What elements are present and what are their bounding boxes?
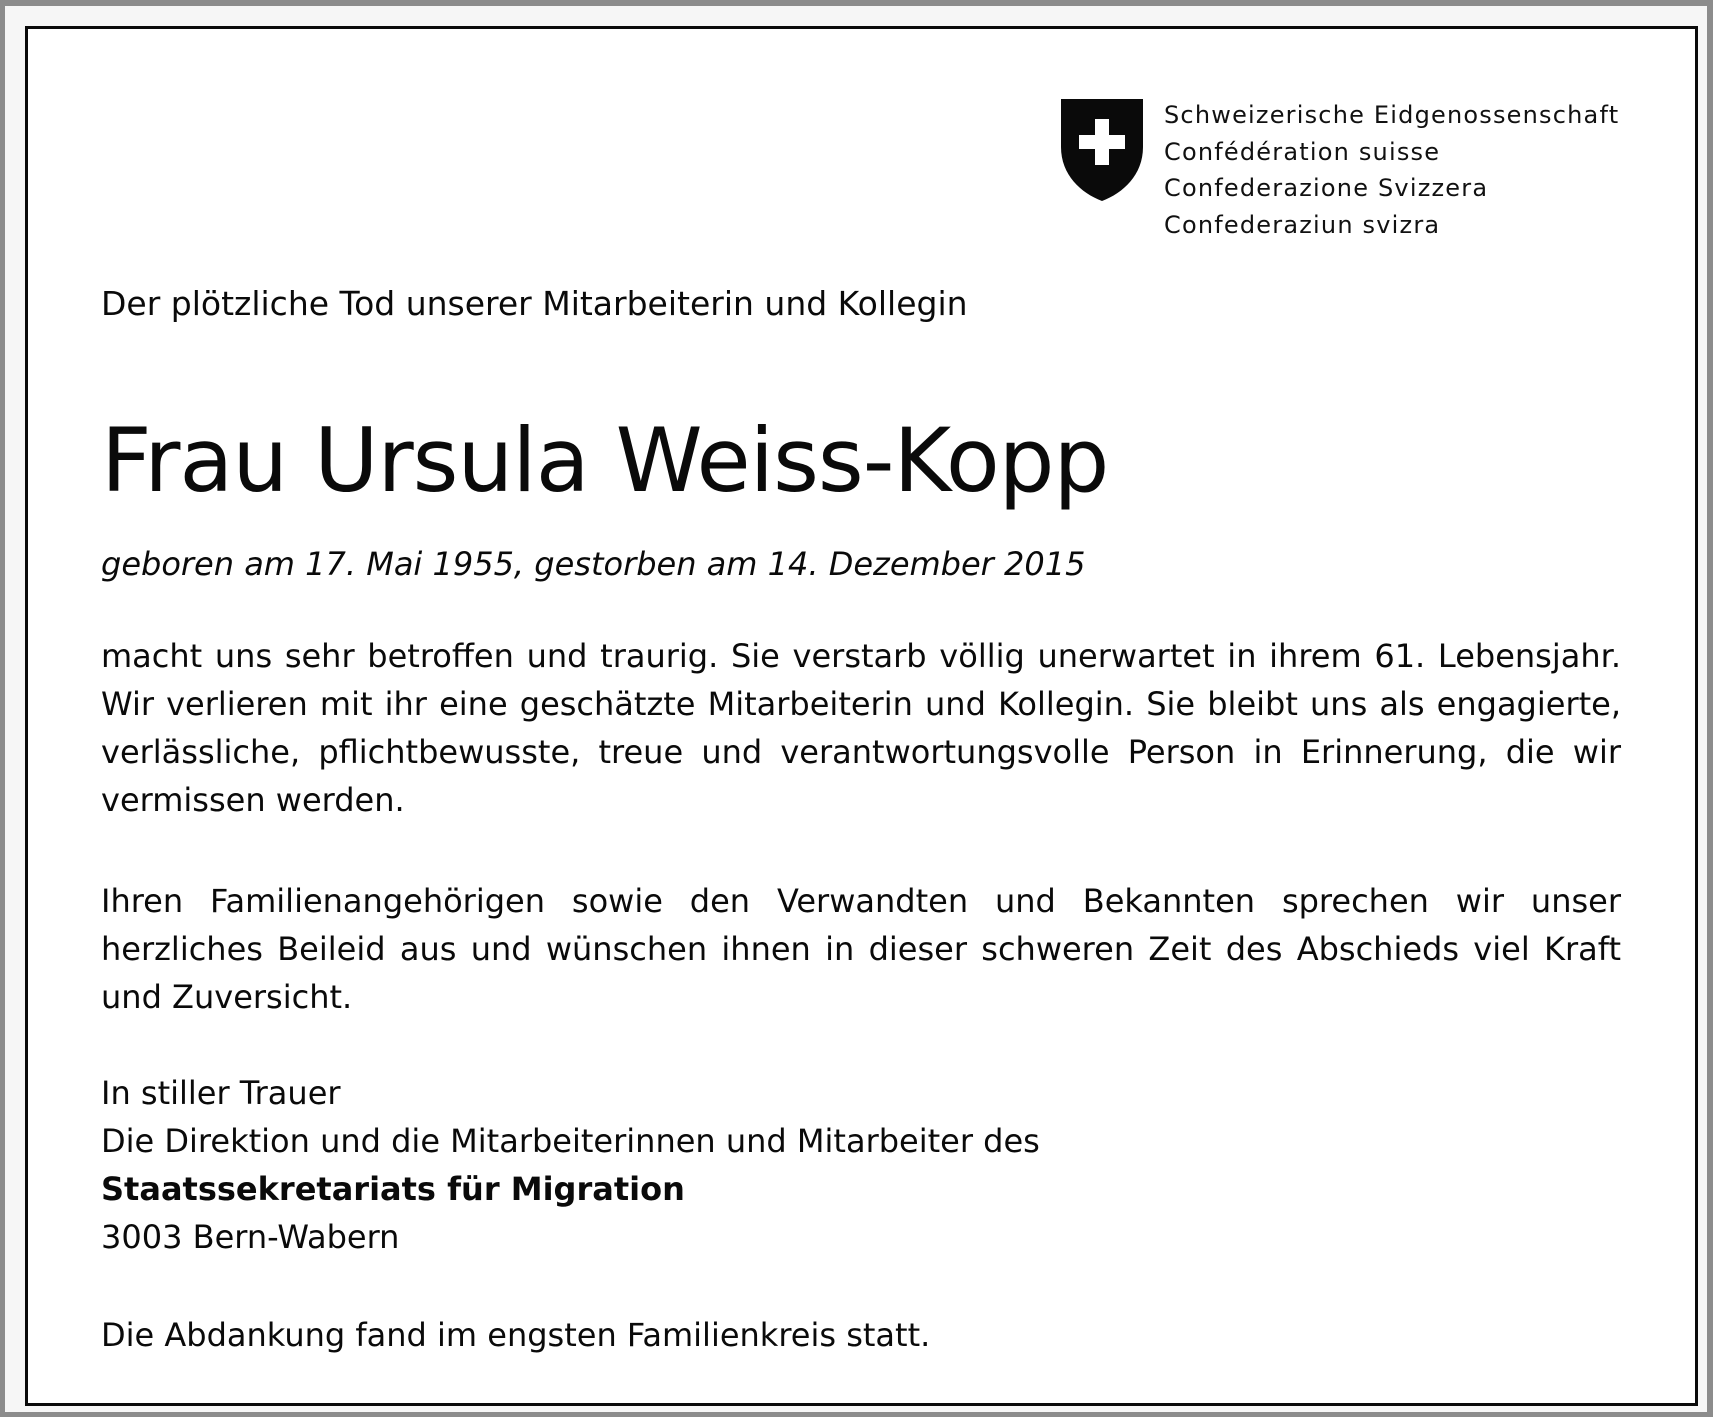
paragraph-condolence-2: Ihren Familienangehörigen sowie den Verwandten und Bekannten sprechen wir unser herzliches Beileid aus und wünschen ihnen in dieser schweren Zeit des Abschieds viel Kraft und Zuversicht. [101, 882, 1621, 1016]
signature-address: 3003 Bern-Wabern [101, 1218, 400, 1256]
org-line-italian: Confederazione Svizzera [1164, 174, 1489, 202]
life-dates: geboren am 17. Mai 1955, gestorben am 14. Dezember 2015 [101, 545, 1086, 583]
obituary-notice [25, 26, 1698, 1406]
page-frame [5, 6, 1707, 1412]
closing-note: Die Abdankung fand im engsten Familienkreis statt. [101, 1316, 931, 1354]
intro-line: Der plötzliche Tod unserer Mitarbeiterin und Kollegin [101, 284, 968, 323]
swiss-coat-of-arms-icon [1057, 95, 1147, 205]
signature-line-2: Die Direktion und die Mitarbeiterinnen und Mitarbeiter des [101, 1122, 1040, 1160]
confederation-name-block [1164, 97, 1619, 243]
signature-organization: Staatssekretariats für Migration [101, 1170, 685, 1208]
signature-line-1: In stiller Trauer [101, 1074, 341, 1112]
org-line-german: Schweizerische Eidgenossenschaft [1164, 101, 1620, 129]
deceased-name: Frau Ursula Weiss-Kopp [101, 409, 1109, 512]
org-line-romansh: Confederaziun svizra [1164, 210, 1441, 239]
org-line-french: Confédération suisse [1164, 137, 1441, 166]
signature-block [101, 1069, 1621, 1261]
paragraph-condolence-1: macht uns sehr betroffen und traurig. Sie verstarb völlig unerwartet in ihrem 61. Lebensjahr. Wir verlieren mit ihr eine geschätzte Mitarbeiterin und Kollegin. Sie bleibt uns als engagierte, verlässliche, pflichtbewusste, treue und verantwortungsvolle Person in Erinnerung, die wir vermissen werden. [101, 637, 1621, 819]
